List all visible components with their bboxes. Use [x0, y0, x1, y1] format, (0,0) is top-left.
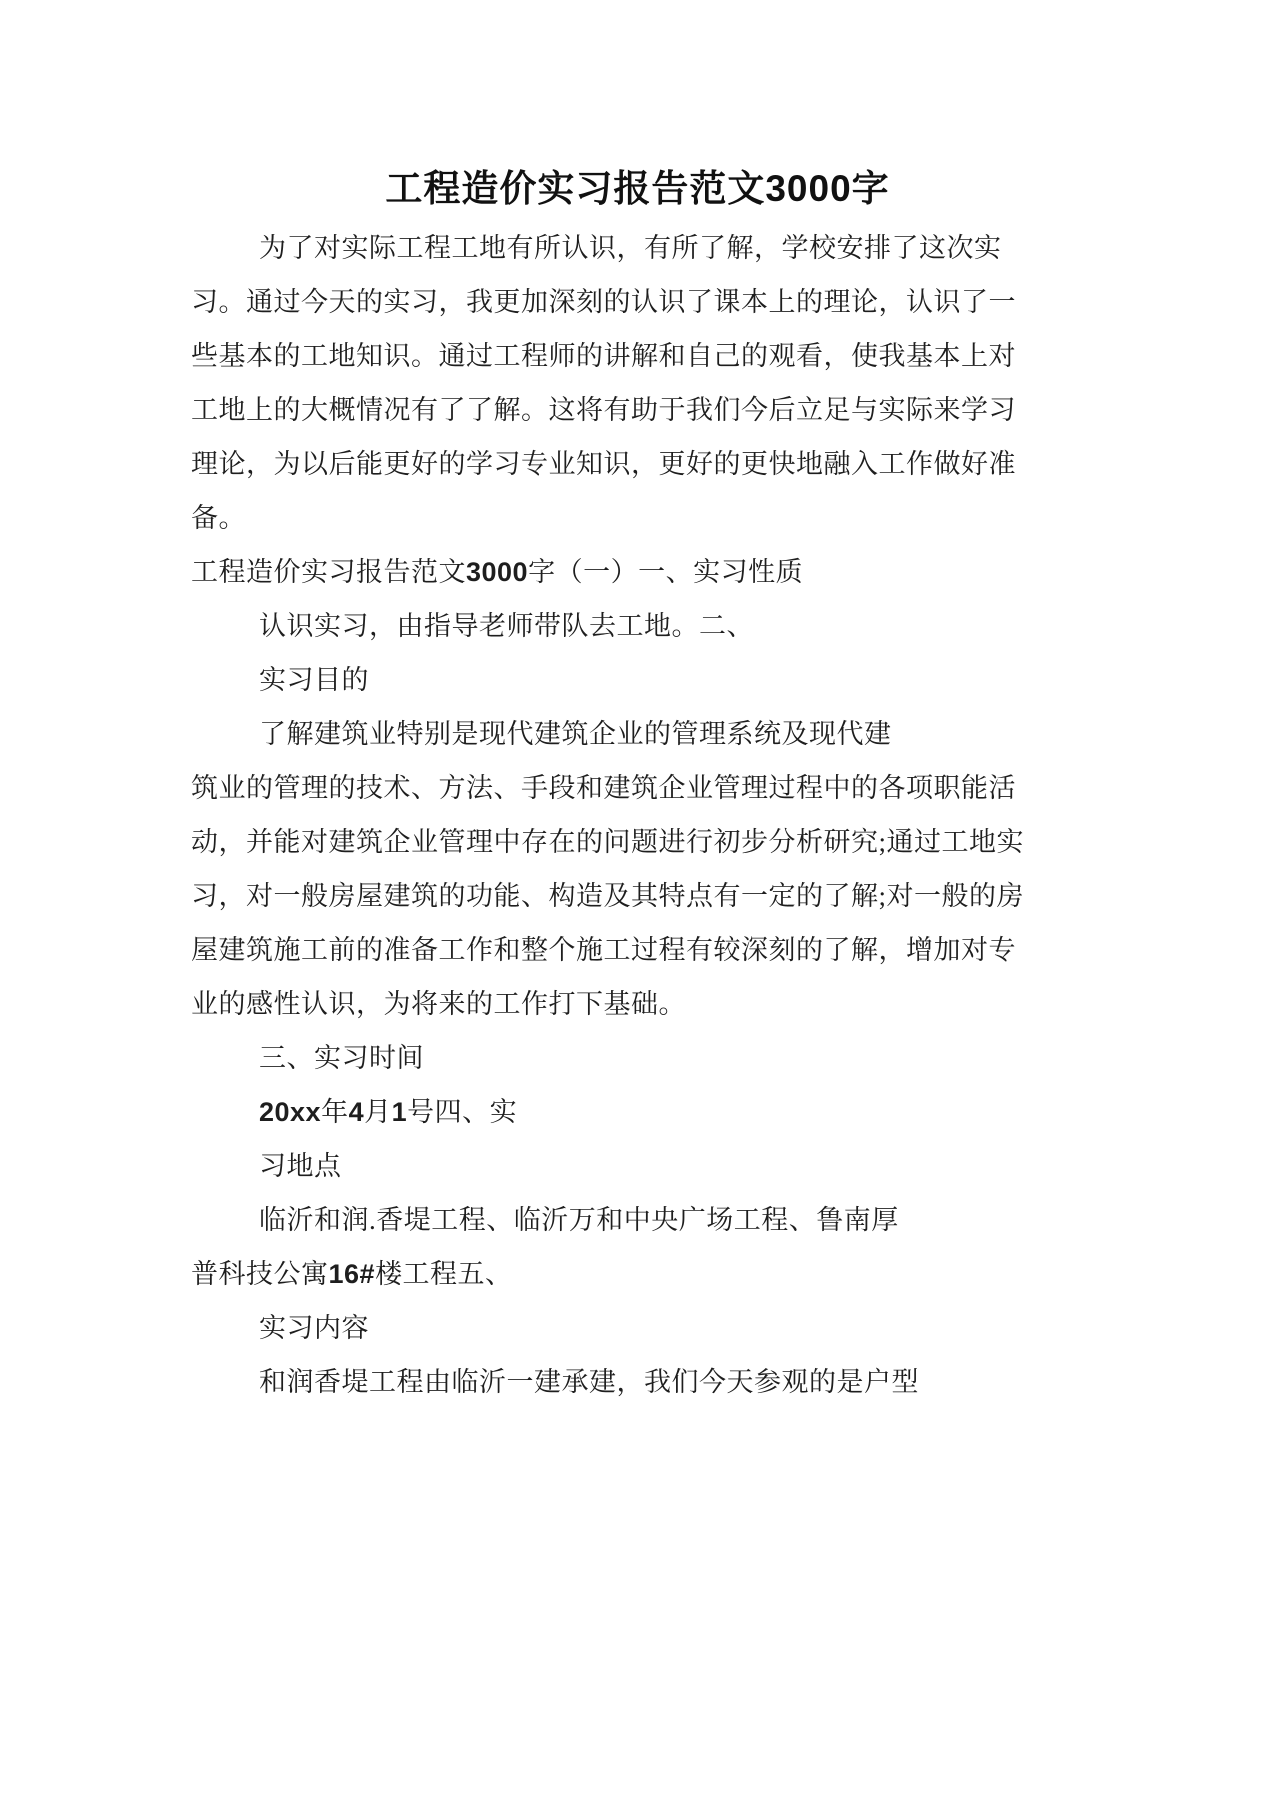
numeric-text: 3000 [466, 557, 529, 587]
text-line: 临沂和润.香堤工程、临沂万和中央广场工程、鲁南厚 [259, 1205, 899, 1235]
text-line: 认识实习，由指导老师带队去工地。二、 [259, 611, 754, 641]
numeric-text: 4 [348, 1097, 365, 1127]
numeric-text: 20xx [259, 1097, 322, 1127]
document-body [191, 221, 1025, 1409]
text-line: 业的感性认识，为将来的工作打下基础。 [191, 989, 686, 1019]
numeric-text: 16# [328, 1259, 376, 1289]
text-line: 筑业的管理的技术、方法、手段和建筑企业管理过程中的各项职能活 [191, 773, 1016, 803]
text-line: 动，并能对建筑企业管理中存在的问题进行初步分析研究;通过工地实 [191, 827, 1025, 857]
text-line: 工程造价实习报告范文3000字（一）一、实习性质 [191, 557, 804, 587]
text-line: 了解建筑业特别是现代建筑企业的管理系统及现代建 [259, 719, 892, 749]
numeric-text: 1 [391, 1097, 408, 1127]
text-line: 习。通过今天的实习，我更加深刻的认识了课本上的理论，认识了一 [191, 287, 1016, 317]
text-line: 实习内容 [259, 1313, 369, 1343]
text-line: 为了对实际工程工地有所认识，有所了解，学校安排了这次实 [259, 233, 1002, 263]
text-line: 备。 [191, 503, 246, 533]
text-line: 理论，为以后能更好的学习专业知识，更好的更快地融入工作做好准 [191, 449, 1016, 479]
document-title: 工程造价实习报告范文3000字 [385, 168, 890, 210]
text-line: 和润香堤工程由临沂一建承建，我们今天参观的是户型 [259, 1367, 919, 1397]
text-line: 习地点 [259, 1151, 342, 1181]
text-line: 习，对一般房屋建筑的功能、构造及其特点有一定的了解;对一般的房 [191, 881, 1025, 911]
text-line: 些基本的工地知识。通过工程师的讲解和自己的观看，使我基本上对 [191, 341, 1016, 371]
text-line: 三、实习时间 [259, 1043, 424, 1073]
text-line: 屋建筑施工前的准备工作和整个施工过程有较深刻的了解，增加对专 [191, 935, 1016, 965]
text-line: 20xx年4月1号四、实 [259, 1097, 518, 1127]
text-line: 工地上的大概情况有了了解。这将有助于我们今后立足与实际来学习 [191, 395, 1016, 425]
text-line: 实习目的 [259, 665, 369, 695]
numeric-text: 3000 [765, 168, 852, 209]
text-line: 普科技公寓16#楼工程五、 [191, 1259, 513, 1289]
